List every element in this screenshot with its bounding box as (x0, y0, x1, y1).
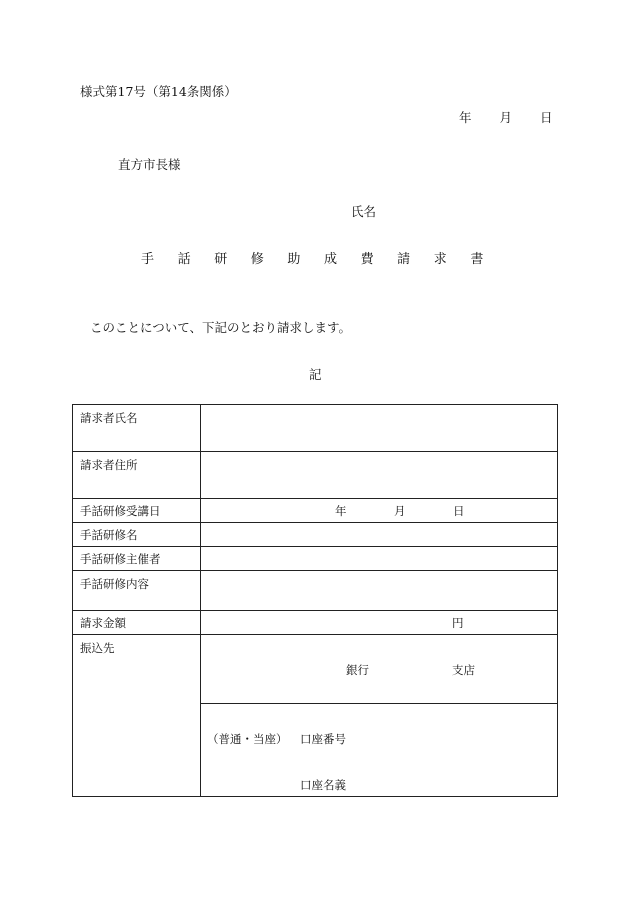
account-type-label: （普通・当座） (207, 732, 288, 746)
date-day-label: 日 (540, 110, 553, 125)
date-value-cell[interactable] (201, 499, 558, 523)
form-number: 様式第17号（第14条関係） (80, 84, 237, 99)
table-row (73, 547, 558, 571)
title-char: 助 (287, 252, 301, 267)
title-char: 手 (141, 252, 155, 267)
body-text: このことについて、下記のとおり請求します。 (90, 320, 352, 335)
date-line (459, 108, 553, 126)
date-month-label: 月 (499, 110, 513, 125)
account-number-label: 口座番号 (300, 732, 346, 746)
table-row (73, 499, 558, 523)
amount-unit: 円 (452, 616, 464, 630)
row-label-training-name: 手話研修名 (73, 523, 201, 547)
row-label-host: 手話研修主催者 (73, 547, 201, 571)
table-row (73, 452, 558, 499)
title-char: 修 (250, 252, 264, 267)
bank-value-cell[interactable] (201, 635, 558, 704)
title-char: 研 (214, 252, 228, 267)
cell-day-label: 日 (453, 504, 465, 518)
training-name-value-cell[interactable] (201, 523, 558, 547)
content-value-cell[interactable] (201, 571, 558, 611)
address-value-cell[interactable] (201, 452, 558, 499)
title-char: 費 (360, 252, 374, 267)
document-title (141, 248, 483, 267)
addressee: 直方市長様 (118, 157, 181, 172)
cell-year-label: 年 (335, 504, 347, 518)
amount-value-cell[interactable] (201, 611, 558, 635)
request-detail-table (72, 404, 558, 797)
table-row (73, 635, 558, 704)
title-char: 求 (433, 252, 447, 267)
title-char: 成 (323, 252, 337, 267)
row-label-address: 請求者住所 (73, 452, 201, 499)
account-holder-label: 口座名義 (300, 778, 346, 792)
account-value-cell[interactable] (201, 704, 558, 797)
row-label-content: 手話研修内容 (73, 571, 201, 611)
table-row (73, 523, 558, 547)
row-label-amount: 請求金額 (73, 611, 201, 635)
table-row (73, 611, 558, 635)
title-char: 話 (177, 252, 191, 267)
title-char: 書 (470, 252, 484, 267)
date-year-label: 年 (459, 110, 472, 125)
row-label-date: 手話研修受講日 (73, 499, 201, 523)
row-label-transfer: 振込先 (73, 635, 201, 797)
host-value-cell[interactable] (201, 547, 558, 571)
table-row (73, 405, 558, 452)
title-char: 請 (397, 252, 411, 267)
branch-label: 支店 (452, 663, 475, 677)
applicant-name-label: 氏名 (351, 204, 377, 219)
table-row (73, 571, 558, 611)
name-value-cell[interactable] (201, 405, 558, 452)
row-label-name: 請求者氏名 (73, 405, 201, 452)
cell-month-label: 月 (394, 504, 406, 518)
bank-label: 銀行 (346, 663, 369, 677)
ki-heading: 記 (309, 367, 322, 382)
